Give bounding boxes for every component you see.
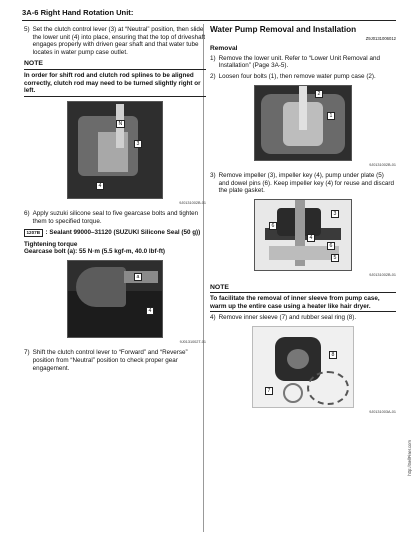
step-number: 2) [210,72,216,80]
left-column [24,26,206,375]
step-number: 7) [24,349,30,357]
figure-label: 6 [269,222,277,230]
step-number: 4) [210,314,216,322]
step-text: Remove the lower unit. Refer to “Lower Unit Removal and Installation” (Page 3A-5). [218,54,380,70]
step-number: 6) [24,210,30,218]
step-6 [24,210,206,225]
figure-label: a [134,273,142,281]
step-text: Remove impeller (3), impeller key (4), pump under plate (5) and dowel pins (6). Keep impeller key (4) for reuse and discard the plate gasket. [218,172,394,195]
figure-label: 4 [307,234,315,242]
header-rule [22,20,396,21]
figure-label: 5 [331,254,339,262]
section-title: Water Pump Removal and Installation [210,25,357,34]
step-text: Remove inner sleeve (7) and rubber seal ring (8). [218,314,357,322]
note-body: To facilitate the removal of inner sleeve from pump case, warm up the entire case using a heater like hair dryer. [210,295,380,310]
removal-step-4 [210,314,396,322]
step-5 [24,26,206,56]
figure-label: 1 [327,112,335,120]
step-text: Shift the clutch control lever to “Forward” and “Reverse” position from “Neutral” position to check proper gear engagement. [32,349,188,372]
figure-label: 2 [315,90,323,98]
figure-label: N [116,120,125,128]
step-number: 1) [210,54,216,62]
note-title: NOTE [24,60,43,68]
figure-inner-sleeve [252,326,354,408]
figure-label: 7 [265,387,273,395]
step-text: Apply suzuki silicone seal to five gearcase bolts and tighten them to specified torque. [32,210,199,225]
sealant-icon: 1207B [24,229,43,237]
figure-label: 4 [146,307,154,315]
figure-caption: 9J0131003A-01 [369,409,396,414]
torque-value: Gearcase bolt (a): 55 N·m (5.5 kgf-m, 40.0 lbf-ft) [24,248,166,256]
figure-caption: 9J0131002B-01 [369,162,396,167]
step-number: 3) [210,172,216,180]
removal-step-1 [210,55,396,70]
figure-water-pump-case [254,85,352,161]
figure-caption: 9J0131002B-01 [179,200,206,205]
side-watermark: http://SellFiser.com [407,440,412,476]
figure-label: 3 [134,140,142,148]
figure-label: 8 [329,351,337,359]
figure-caption: 9J0131002T-01 [179,339,206,344]
note-title: NOTE [210,283,229,291]
note-rule [24,69,206,70]
subsection-removal: Removal [210,45,238,53]
note-body: In order for shift rod and clutch rod splines to be aligned correctly, clutch rod may need to be turned slightly right or left. [24,71,201,95]
note-rule [210,292,396,293]
figure-impeller [254,199,352,271]
figure-caption: 9J0131002B-01 [369,272,396,277]
step-text: Set the clutch control lever (3) at “Neutral” position, then slide the lower unit (4) into place, ensuring that the top of driveshaft engages properly with driven gear shaft and that water tube locates in water pump case outlet. [32,26,206,56]
section-code: Z9J0131006012 [365,35,396,41]
sealant-text: : Sealant 99000–31120 (SUZUKI Silicone Seal (50 g)) [45,228,201,236]
note-rule-bottom [210,311,396,312]
sealant-spec [24,229,206,237]
step-7 [24,349,206,372]
right-column [210,26,396,417]
figure-label: 3 [331,210,339,218]
figure-gearcase-bolt [67,260,163,338]
torque-title: Tightening torque [24,240,78,248]
removal-step-3 [210,172,396,195]
figure-label: 4 [96,182,104,190]
removal-step-2 [210,73,396,81]
note-rule-bottom [24,96,206,97]
step-text: Loosen four bolts (1), then remove water pump case (2). [218,72,376,80]
figure-label: 6 [327,242,335,250]
page-header: 3A-6 Right Hand Rotation Unit: [22,8,134,17]
step-number: 5) [24,26,30,33]
figure-clutch-lever [67,101,163,199]
